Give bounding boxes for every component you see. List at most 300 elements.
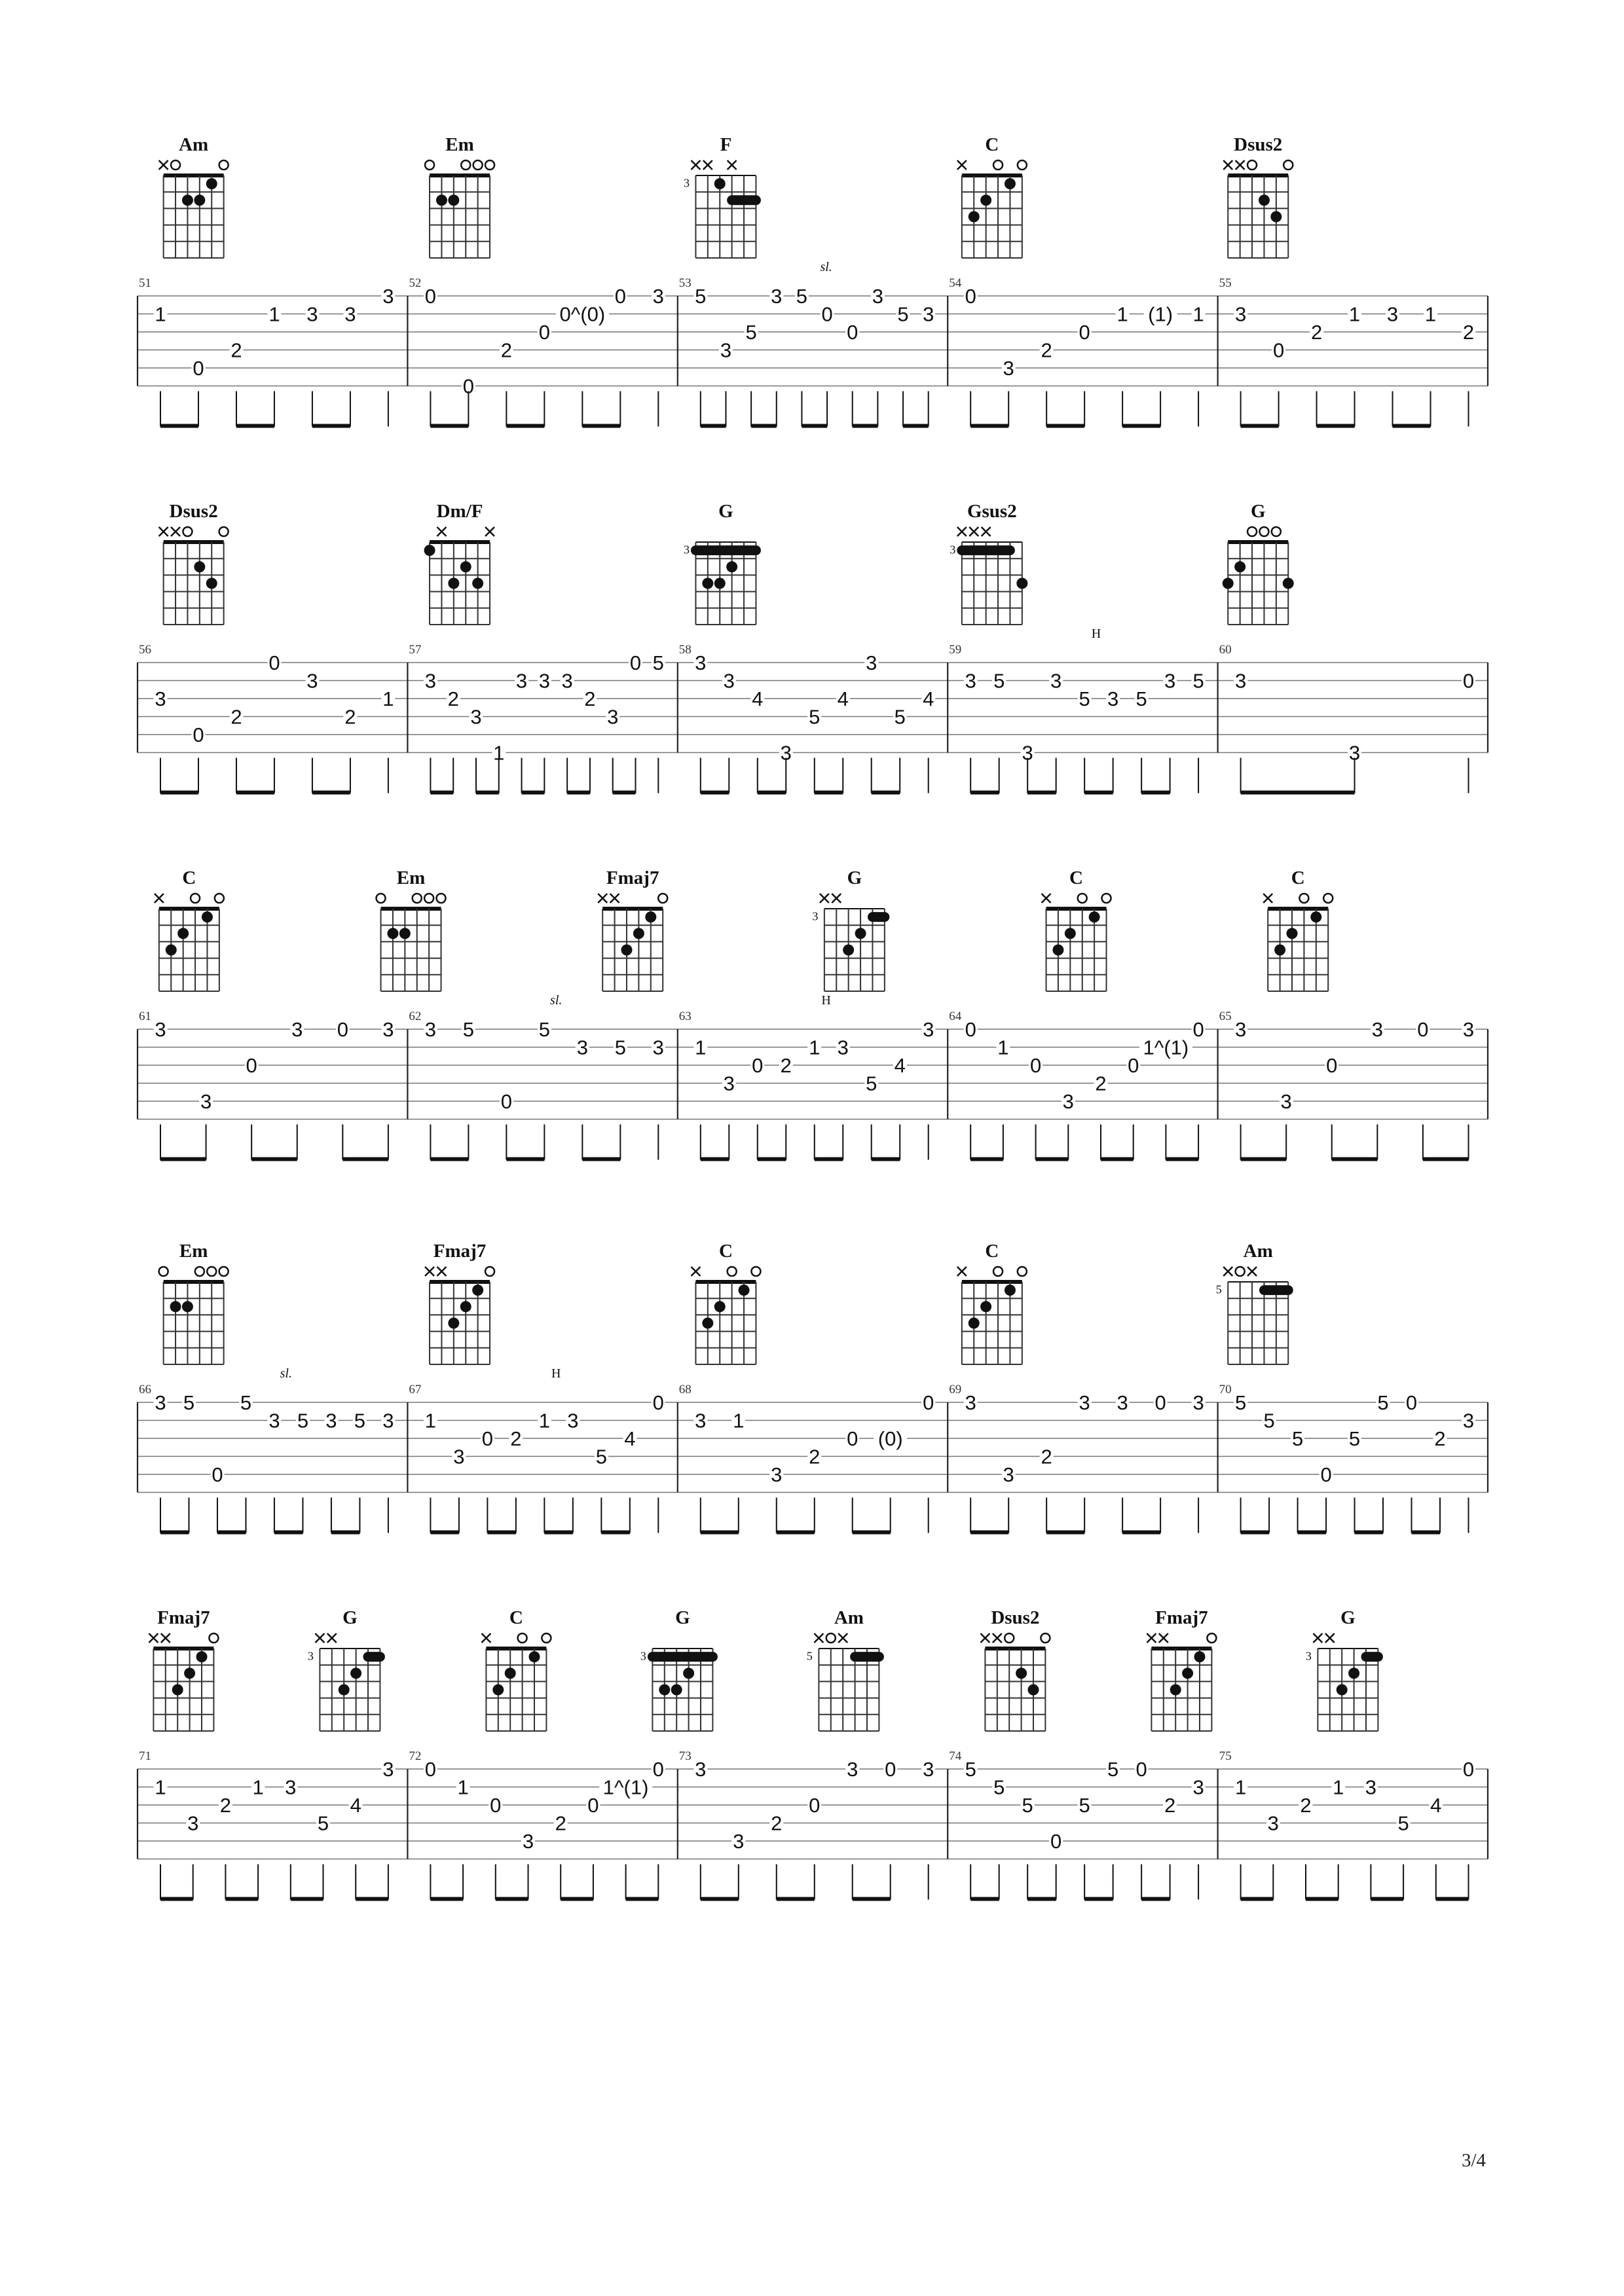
fret-number: 3: [965, 669, 976, 693]
open-string-mark: [413, 894, 422, 903]
chord-diagram-c: [155, 867, 224, 991]
fret-number: 0: [1079, 321, 1090, 344]
fret-number: 1: [493, 741, 505, 765]
finger-dot: [1005, 178, 1016, 189]
finger-dot: [492, 1685, 504, 1696]
chord-diagram-c: [957, 134, 1027, 258]
chord-diagram-em: [159, 1241, 229, 1364]
fret-number: 2: [231, 705, 242, 729]
finger-dot: [1337, 1685, 1348, 1696]
finger-dot: [448, 194, 459, 206]
chord-name: Fmaj7: [1155, 1607, 1208, 1628]
chord-diagram-f: [684, 134, 756, 258]
fret-number: 4: [624, 1427, 636, 1450]
measure-number: 62: [409, 1010, 422, 1023]
fret-number: 0^(0): [559, 302, 606, 326]
finger-dot: [194, 561, 205, 572]
technique-marker: H: [1091, 627, 1101, 641]
open-string-mark: [209, 1633, 218, 1643]
fret-number: 2: [344, 705, 356, 729]
chord-name: Fmaj7: [433, 1241, 487, 1262]
finger-dot: [1016, 1667, 1027, 1679]
fret-number: 3: [285, 1776, 297, 1799]
fret-number: 3: [576, 1036, 588, 1059]
fret-number: 2: [1095, 1072, 1107, 1095]
fret-number: 0: [424, 1758, 437, 1781]
fret-number: 3: [187, 1812, 199, 1835]
open-string-mark: [1041, 1633, 1050, 1643]
chord-diagram-fmaj7: [598, 867, 667, 991]
fret-number: 3: [1234, 669, 1247, 693]
chord-name: Em: [396, 867, 426, 888]
finger-dot: [182, 1301, 193, 1312]
fret-number: 3: [1107, 687, 1119, 710]
fret-number: 3: [344, 302, 356, 326]
fret-number: 0: [1417, 1018, 1429, 1041]
fret-number: 0: [500, 1090, 512, 1113]
fret-number: 3: [695, 1409, 707, 1432]
fret-number: 4: [752, 687, 764, 710]
fret-number: 4: [350, 1794, 361, 1817]
finger-dot: [182, 194, 193, 206]
fret-number: 0: [424, 285, 437, 308]
fret-number: 0: [847, 1427, 858, 1450]
fret-number: 3: [1234, 302, 1247, 326]
measure-number: 70: [1219, 1383, 1232, 1396]
fret-number: 3: [155, 1391, 166, 1414]
fret-number: 3: [733, 1830, 745, 1853]
fret-number: 3: [515, 669, 528, 693]
fret-number: 0: [212, 1463, 223, 1486]
fret-number: 0: [490, 1794, 502, 1817]
chord-fret-number: 3: [307, 1649, 314, 1663]
fret-number: 3: [268, 1409, 280, 1432]
fret-number: 0: [337, 1018, 348, 1041]
measure-number: 64: [949, 1010, 962, 1023]
chord-diagram-g: [684, 501, 756, 625]
finger-dot: [184, 1667, 195, 1679]
fret-number: 2: [219, 1794, 232, 1817]
open-string-mark: [473, 160, 483, 170]
finger-dot: [529, 1651, 540, 1662]
technique-marker: sl.: [280, 1366, 292, 1381]
fret-number: 1^(1): [602, 1776, 649, 1799]
fret-number: 0: [885, 1758, 896, 1781]
open-string-mark: [1018, 1267, 1027, 1276]
chord-name: Dm/F: [436, 501, 483, 522]
measure-number: 56: [139, 643, 151, 657]
open-string-mark: [215, 894, 224, 903]
finger-dot: [172, 1685, 183, 1696]
chord-fret-number: 3: [683, 543, 690, 556]
fret-number: 0: [614, 285, 626, 308]
fret-number: 5: [897, 302, 909, 326]
fret-number: 0: [809, 1794, 821, 1817]
chord-fret-number: 5: [806, 1649, 813, 1663]
measure-number: 63: [678, 1010, 692, 1023]
open-string-mark: [485, 160, 494, 170]
finger-dot: [1194, 1651, 1206, 1662]
fret-number: 5: [240, 1391, 252, 1414]
measure-number: 54: [949, 276, 962, 290]
finger-dot: [1274, 945, 1285, 956]
open-string-mark: [461, 160, 470, 170]
fret-number: 0: [1272, 338, 1285, 362]
finger-dot: [177, 928, 189, 939]
finger-dot: [206, 178, 217, 189]
finger-dot: [969, 1318, 980, 1329]
fret-number: 3: [1280, 1090, 1292, 1113]
fret-number: 3: [1192, 1776, 1204, 1799]
fret-number: 3: [923, 1758, 934, 1781]
fret-number: 5: [462, 1018, 475, 1041]
fret-number: 0: [481, 1427, 494, 1450]
fret-number: 3: [695, 1758, 707, 1781]
finger-dot: [1234, 561, 1246, 572]
fret-number: 3: [771, 285, 783, 308]
chord-name: C: [1069, 867, 1084, 888]
fret-number: 5: [695, 285, 707, 308]
fret-number: 5: [183, 1391, 195, 1414]
open-string-mark: [993, 1267, 1003, 1276]
open-string-mark: [826, 1633, 836, 1643]
finger-dot: [448, 578, 459, 589]
fret-number: 3: [866, 651, 877, 674]
finger-dot: [702, 1318, 713, 1329]
fret-number: 3: [155, 687, 166, 710]
fret-number: 2: [1300, 1794, 1312, 1817]
open-string-mark: [437, 894, 446, 903]
fret-number: 1: [457, 1776, 469, 1799]
fret-number: 1: [695, 1036, 707, 1059]
finger-dot: [671, 1685, 682, 1696]
fret-number: 3: [1062, 1090, 1074, 1113]
fret-number: 1: [1234, 1776, 1247, 1799]
measure-number: 74: [949, 1749, 962, 1763]
fret-number: 3: [695, 651, 707, 674]
fret-number: 0: [1320, 1463, 1332, 1486]
fret-number: 3: [923, 1018, 934, 1041]
fret-number: 5: [993, 1776, 1005, 1799]
fret-number: 0: [587, 1794, 599, 1817]
fret-number: 3: [1164, 669, 1176, 693]
open-string-mark: [751, 1267, 760, 1276]
chord-diagram-fmaj7: [1147, 1607, 1216, 1731]
chord-diagram-dsus2: [1223, 134, 1293, 258]
open-string-mark: [425, 160, 434, 170]
fret-number: 0: [1154, 1391, 1166, 1414]
fret-number: 3: [1386, 302, 1399, 326]
fret-number: 0: [965, 285, 976, 308]
fret-number: 3: [1267, 1812, 1279, 1835]
chord-name: G: [1340, 1607, 1356, 1628]
fret-number: 0: [1128, 1054, 1139, 1077]
finger-dot: [980, 194, 991, 206]
chord-name: Em: [179, 1241, 208, 1262]
fret-number: 5: [1234, 1391, 1247, 1414]
open-string-mark: [1102, 894, 1111, 903]
finger-dot: [166, 945, 177, 956]
chord-name: F: [720, 134, 732, 155]
chord-name: G: [1250, 501, 1266, 522]
fret-number: 2: [510, 1427, 522, 1450]
fret-number: 3: [965, 1391, 976, 1414]
finger-dot: [196, 1651, 208, 1662]
finger-dot: [202, 911, 213, 922]
fret-number: 0: [1029, 1054, 1042, 1077]
fret-number: (1): [1148, 302, 1173, 326]
chord-name: Am: [179, 134, 209, 155]
open-string-mark: [207, 1267, 216, 1276]
fret-number: 3: [382, 285, 394, 308]
chord-name: Dsus2: [1234, 134, 1283, 155]
fret-number: 1: [997, 1036, 1009, 1059]
measure-number: 57: [409, 643, 422, 657]
fret-number: 0: [821, 302, 833, 326]
finger-dot: [1259, 194, 1270, 206]
finger-dot: [170, 1301, 181, 1312]
fret-number: 3: [538, 669, 550, 693]
finger-dot: [714, 578, 726, 589]
finger-dot: [460, 561, 471, 572]
fret-number: 5: [1291, 1427, 1304, 1450]
finger-dot: [1310, 911, 1321, 922]
finger-dot: [448, 1318, 459, 1329]
fret-number: 2: [555, 1812, 566, 1835]
chord-name: Dsus2: [169, 501, 218, 522]
fret-number: 5: [595, 1445, 607, 1468]
chord-diagram-c: [957, 1241, 1027, 1364]
finger-dot: [1089, 911, 1100, 922]
open-string-mark: [1259, 527, 1268, 536]
fret-number: 3: [652, 1036, 664, 1059]
fret-number: 1: [382, 687, 394, 710]
fret-number: 2: [809, 1445, 821, 1468]
fret-number: 1: [155, 302, 166, 326]
fret-number: 3: [607, 705, 619, 729]
chord-diagram-c: [481, 1607, 551, 1731]
fret-number: 3: [1365, 1776, 1377, 1799]
chord-fret-number: 3: [1305, 1649, 1312, 1663]
finger-dot: [739, 1285, 750, 1296]
fret-number: 3: [1192, 1391, 1204, 1414]
fret-number: 2: [500, 338, 512, 362]
fret-number: 3: [1050, 669, 1062, 693]
chord-name: Dsus2: [991, 1607, 1040, 1628]
fret-number: 3: [1003, 1463, 1014, 1486]
chord-diagram-c: [1042, 867, 1111, 991]
measure-number: 72: [409, 1749, 422, 1763]
fret-number: 3: [872, 285, 884, 308]
fret-number: 3: [382, 1758, 394, 1781]
chord-name: C: [718, 1241, 733, 1262]
fret-number: 2: [447, 687, 459, 710]
open-string-mark: [1078, 894, 1087, 903]
fret-number: 3: [567, 1409, 579, 1432]
open-string-mark: [1283, 160, 1293, 170]
fret-number: 1: [1348, 302, 1361, 326]
chord-fret-number: 3: [950, 543, 956, 556]
fret-number: 1: [424, 1409, 437, 1432]
finger-dot: [714, 178, 726, 189]
fret-number: 0: [246, 1054, 257, 1077]
open-string-mark: [424, 894, 434, 903]
fret-number: 3: [723, 669, 735, 693]
finger-dot: [659, 1685, 670, 1696]
fret-number: 5: [745, 321, 757, 344]
fret-number: 3: [155, 1018, 166, 1041]
fret-number: 3: [1348, 741, 1361, 765]
fret-number: 3: [1116, 1391, 1128, 1414]
finger-dot: [855, 928, 866, 939]
fret-number: 0: [629, 651, 642, 674]
fret-number: 3: [522, 1830, 534, 1853]
fret-number: 0: [193, 357, 204, 380]
measure-number: 59: [949, 643, 962, 657]
open-string-mark: [1207, 1633, 1216, 1643]
chord-diagram-am: [159, 134, 229, 258]
chord-name: C: [985, 1241, 999, 1262]
chord-name: G: [718, 501, 733, 522]
fret-number: 3: [847, 1758, 858, 1781]
finger-dot: [206, 578, 217, 589]
fret-number: 3: [306, 302, 318, 326]
fret-number: 0: [752, 1054, 764, 1077]
open-string-mark: [1005, 1633, 1014, 1643]
open-string-mark: [171, 160, 180, 170]
open-string-mark: [219, 1267, 229, 1276]
chord-name: Em: [445, 134, 474, 155]
finger-dot: [645, 911, 656, 922]
fret-number: 1^(1): [1143, 1036, 1189, 1059]
chord-name: Gsus2: [967, 501, 1017, 522]
fret-number: 5: [894, 705, 906, 729]
fret-number: 0: [1192, 1018, 1204, 1041]
chord-diagram-em: [377, 867, 446, 991]
open-string-mark: [485, 1267, 494, 1276]
fret-number: 5: [1135, 687, 1147, 710]
open-string-mark: [191, 894, 200, 903]
open-string-mark: [1299, 894, 1308, 903]
fret-number: 0: [1326, 1054, 1338, 1077]
chord-diagram-am: [1216, 1241, 1289, 1364]
measure-number: 69: [949, 1383, 962, 1396]
fret-number: 2: [584, 687, 596, 710]
finger-dot: [472, 1285, 483, 1296]
fret-number: 3: [470, 705, 482, 729]
chord-diagram-em: [425, 134, 494, 258]
open-string-mark: [219, 160, 229, 170]
fret-number: 3: [837, 1036, 849, 1059]
finger-dot: [621, 945, 633, 956]
finger-dot: [399, 928, 411, 939]
chord-fret-number: 3: [640, 1649, 646, 1663]
measure-number: 55: [1219, 276, 1232, 290]
fret-number: 1: [155, 1776, 166, 1799]
measure-number: 61: [139, 1010, 151, 1023]
fret-number: 0: [1050, 1830, 1062, 1853]
open-string-mark: [1272, 527, 1281, 536]
measure-number: 71: [139, 1749, 151, 1763]
fret-number: 0: [268, 651, 280, 674]
finger-dot: [194, 194, 205, 206]
fret-number: 1: [268, 302, 280, 326]
measure-number: 51: [139, 276, 151, 290]
fret-number: 0: [923, 1391, 934, 1414]
fret-number: 4: [1430, 1794, 1442, 1817]
finger-dot: [1170, 1685, 1181, 1696]
fret-number: 2: [1310, 321, 1323, 344]
finger-dot: [714, 1301, 726, 1312]
open-string-mark: [377, 894, 386, 903]
finger-dot: [1223, 578, 1234, 589]
chord-diagram-fmaj7: [425, 1241, 494, 1364]
fret-number: 5: [965, 1758, 976, 1781]
finger-dot: [1016, 578, 1027, 589]
chord-name: Am: [834, 1607, 864, 1628]
fret-number: 2: [1462, 321, 1475, 344]
chord-name: Fmaj7: [606, 867, 659, 888]
open-string-mark: [542, 1633, 551, 1643]
measure-number: 65: [1219, 1010, 1232, 1023]
fret-number: 5: [1022, 1794, 1033, 1817]
open-string-mark: [1236, 1267, 1245, 1276]
fret-number: 0: [1135, 1758, 1147, 1781]
chord-diagram-gsus2: [950, 501, 1027, 625]
open-string-mark: [183, 527, 192, 536]
fret-number: 3: [1022, 741, 1033, 765]
fret-number: 5: [1377, 1391, 1389, 1414]
finger-dot: [1182, 1667, 1193, 1679]
finger-dot: [505, 1667, 516, 1679]
fret-number: 2: [1434, 1427, 1446, 1450]
fret-number: 3: [923, 302, 934, 326]
fret-number: 1: [1116, 302, 1128, 326]
finger-dot: [424, 545, 435, 556]
finger-dot: [1065, 928, 1076, 939]
fret-number: 0: [1462, 669, 1475, 693]
fret-number: 5: [1079, 687, 1090, 710]
chord-diagram-c: [1263, 867, 1333, 991]
chord-diagram-g: [1306, 1607, 1378, 1731]
finger-dot: [969, 211, 980, 223]
fret-number: 3: [561, 669, 573, 693]
fret-number: 1: [809, 1036, 821, 1059]
fret-number: 3: [780, 741, 792, 765]
fret-number: 5: [1107, 1758, 1119, 1781]
fret-number: 3: [200, 1090, 212, 1113]
finger-dot: [339, 1685, 350, 1696]
measure-number: 67: [409, 1383, 422, 1396]
finger-dot: [387, 928, 398, 939]
fret-number: 4: [894, 1054, 906, 1077]
fret-number: 0: [1462, 1758, 1475, 1781]
fret-number: 3: [453, 1445, 465, 1468]
chord-name: Am: [1243, 1241, 1273, 1262]
measure-number: 68: [678, 1383, 692, 1396]
finger-dot: [980, 1301, 991, 1312]
open-string-mark: [518, 1633, 527, 1643]
fret-number: 5: [317, 1812, 329, 1835]
finger-dot: [436, 194, 447, 206]
chord-name: G: [675, 1607, 690, 1628]
fret-number: 2: [780, 1054, 792, 1077]
finger-dot: [683, 1667, 694, 1679]
finger-dot: [1005, 1285, 1016, 1296]
measure-number: 52: [409, 276, 422, 290]
open-string-mark: [159, 1267, 168, 1276]
fret-number: 3: [382, 1018, 394, 1041]
